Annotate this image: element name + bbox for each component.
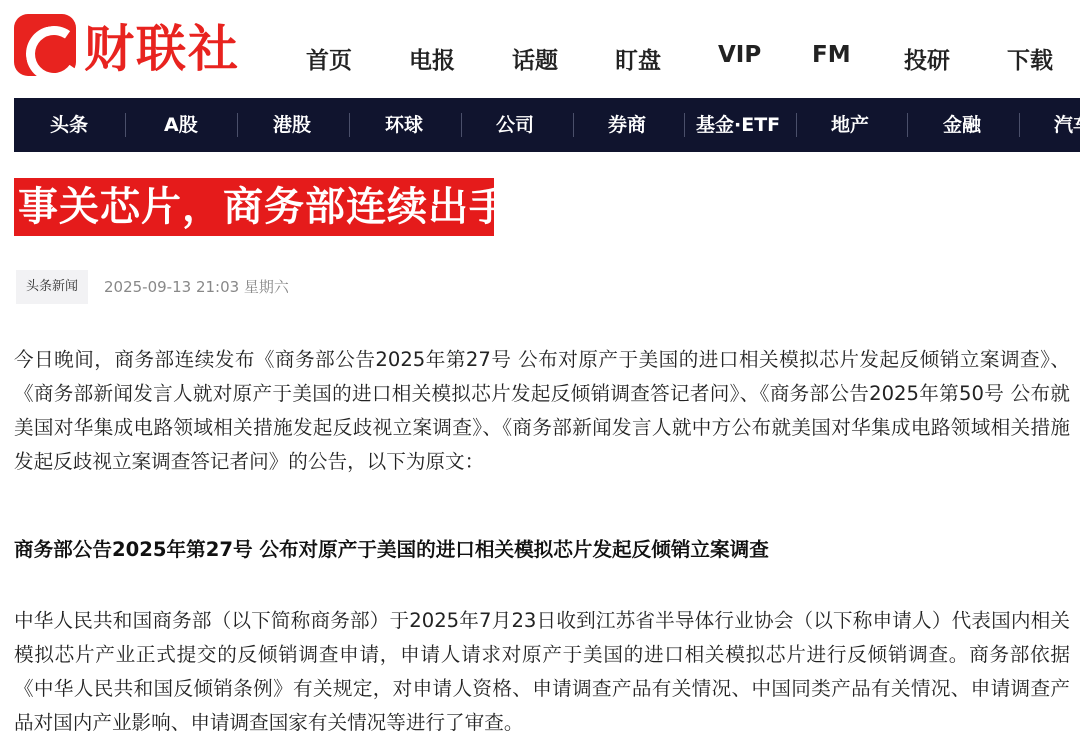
article-paragraph-body: 中华人民共和国商务部（以下简称商务部）于2025年7月23日收到江苏省半导体行业协会（以下称申请人）代表国内相关模拟芯片产业正式提交的反倾销调查申请，申请人请求对原产于美国的进口相关模拟芯片进行反倾销调查。商务部依据《中华人民共和国反倾销条例》有关规定，对申请人资格、申请调查产品有关情况、中国同类产品有关情况、申请调查产品对国内产业影响、申请调查国家有关情况等进行了审查。 — [14, 609, 1070, 734]
top-nav — [0, 42, 1080, 82]
nav-research[interactable]: 投研 — [904, 48, 950, 74]
logo-text: 财联社 — [84, 20, 240, 78]
article-title-banner — [14, 178, 510, 236]
nav-fm[interactable]: FM — [812, 42, 851, 68]
cat-divider — [796, 113, 797, 137]
category-bar — [14, 98, 1092, 152]
cat-finance[interactable]: 金融 — [943, 114, 982, 136]
nav-watch[interactable]: 盯盘 — [615, 48, 661, 74]
cat-headlines[interactable]: 头条 — [50, 114, 89, 136]
cat-divider — [907, 113, 908, 137]
cat-funds-etf[interactable]: 基金·ETF — [696, 114, 781, 136]
cat-hk-stocks[interactable]: 港股 — [273, 114, 312, 136]
cat-a-shares[interactable]: A股 — [164, 114, 198, 136]
nav-telegraph[interactable]: 电报 — [409, 48, 455, 74]
article-title: 事关芯片，商务部连续出手 — [18, 184, 510, 230]
cat-divider — [237, 113, 238, 137]
cat-divider — [684, 113, 685, 137]
cat-global[interactable]: 环球 — [385, 114, 424, 136]
cat-divider — [461, 113, 462, 137]
site-header — [0, 0, 1080, 98]
nav-topics[interactable]: 话题 — [512, 48, 558, 74]
article-datetime: 2025-09-13 21:03 星期六 — [104, 278, 289, 296]
nav-download[interactable]: 下载 — [1007, 48, 1053, 74]
nav-home[interactable]: 首页 — [306, 48, 352, 74]
article-paragraph-intro: 今日晚间，商务部连续发布《商务部公告2025年第27号 公布对原产于美国的进口相关模拟芯片发起反倾销立案调查》、《商务部新闻发言人就对原产于美国的进口相关模拟芯片发起反倾销调查答记者问》、《商务部公告2025年第50号 公布就美国对华集成电路领域相关措施发起反歧视立案调查》、《商务部新闻发言人就中方公布就美国对华集成电路领域相关措施发起反歧视立案调查答记者问》的公告，以下为原文： — [14, 348, 1070, 473]
nav-vip[interactable]: VIP — [718, 42, 762, 68]
cat-divider — [349, 113, 350, 137]
article-tag[interactable]: 头条新闻 — [16, 270, 88, 304]
cat-divider — [125, 113, 126, 137]
cat-companies[interactable]: 公司 — [496, 114, 535, 136]
cat-divider — [1019, 113, 1020, 137]
cat-divider — [573, 113, 574, 137]
article-subheading: 商务部公告2025年第27号 公布对原产于美国的进口相关模拟芯片发起反倾销立案调查 — [14, 538, 769, 561]
cat-auto[interactable]: 汽车 — [1054, 114, 1092, 136]
cat-real-estate[interactable]: 地产 — [831, 114, 870, 136]
cat-brokers[interactable]: 券商 — [608, 114, 647, 136]
